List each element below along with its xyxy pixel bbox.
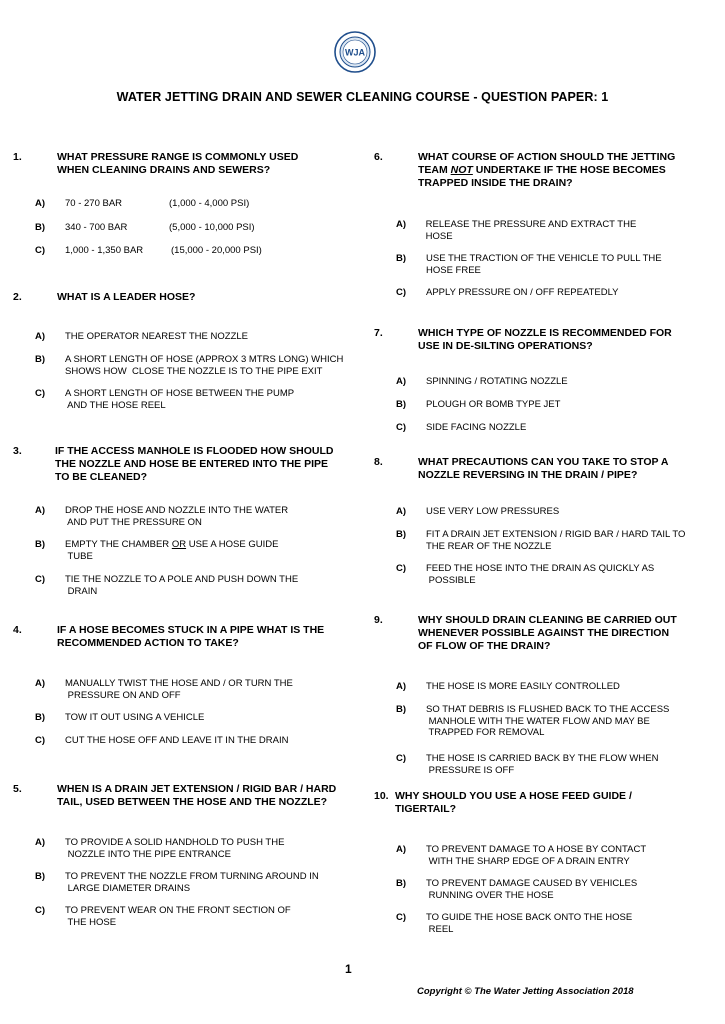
question-7 [374, 327, 714, 353]
question-text: TAIL, USED BETWEEN THE HOSE AND THE NOZZLE? [57, 796, 328, 808]
option-text: NOZZLE INTO THE PIPE ENTRANCE [65, 848, 231, 860]
option-letter: B) [396, 529, 407, 540]
question-3 [13, 445, 358, 484]
option-text: USE VERY LOW PRESSURES [426, 506, 560, 517]
option-letter: C) [35, 245, 46, 256]
copyright-notice: Copyright © The Water Jetting Association 2018 [417, 986, 634, 997]
question-number: 1. [13, 151, 22, 163]
option-letter: C) [396, 753, 407, 764]
option-letter: B) [396, 704, 407, 715]
option-text: USE THE TRACTION OF THE VEHICLE TO PULL THE [426, 253, 662, 264]
question-number: 6. [374, 151, 383, 163]
question-text: WHICH TYPE OF NOZZLE IS RECOMMENDED FOR [418, 327, 672, 339]
logo-text: WJA [345, 47, 365, 58]
question-2 [13, 291, 353, 304]
question-text: USE IN DE-SILTING OPERATIONS? [418, 340, 593, 352]
option-text: TO PROVIDE A SOLID HANDHOLD TO PUSH THE [65, 837, 285, 848]
question-text: TO BE CLEANED? [55, 471, 147, 483]
option-text: TO PREVENT WEAR ON THE FRONT SECTION OF [65, 905, 291, 916]
option-text: CUT THE HOSE OFF AND LEAVE IT IN THE DRAIN [65, 735, 289, 746]
option-text: REEL [426, 923, 454, 935]
option-psi-value: (5,000 - 10,000 PSI) [169, 222, 255, 233]
option-text: SHOWS HOW CLOSE THE NOZZLE IS TO THE PIPE EXIT [65, 365, 323, 377]
option-letter: A) [396, 506, 407, 517]
question-text: WHEN IS A DRAIN JET EXTENSION / RIGID BAR / HARD [57, 783, 337, 795]
question-number: 9. [374, 614, 383, 626]
option-text: TUBE [65, 550, 93, 562]
question-1 [13, 151, 353, 177]
question-text: TIGERTAIL? [395, 803, 457, 815]
option-text: DROP THE HOSE AND NOZZLE INTO THE WATER [65, 505, 289, 516]
question-text: THE NOZZLE AND HOSE BE ENTERED INTO THE PIPE [55, 458, 329, 470]
question-number: 3. [13, 445, 22, 457]
question-text: NOZZLE REVERSING IN THE DRAIN / PIPE? [418, 469, 638, 481]
option-text: HOSE FREE [426, 264, 481, 276]
option-text: A SHORT LENGTH OF HOSE (APPROX 3 MTRS LONG) WHICH [65, 354, 344, 365]
option-text: TO GUIDE THE HOSE BACK ONTO THE HOSE [426, 912, 633, 923]
option-text: THE REAR OF THE NOZZLE [426, 540, 552, 552]
option-text: PRESSURE IS OFF [426, 764, 515, 776]
option-letter: B) [35, 354, 46, 365]
option-text: FIT A DRAIN JET EXTENSION / RIGID BAR / HARD TAIL TO [426, 529, 686, 540]
option-text: 1,000 - 1,350 BAR [65, 245, 144, 256]
option-text: FEED THE HOSE INTO THE DRAIN AS QUICKLY AS [426, 563, 655, 574]
option-letter: C) [396, 563, 407, 574]
option-text: MANHOLE WITH THE WATER FLOW AND MAY BE [426, 715, 650, 727]
question-text: UNDERTAKE IF THE HOSE BECOMES [472, 164, 666, 176]
question-text: WHY SHOULD YOU USE A HOSE FEED GUIDE / [395, 790, 632, 802]
question-number: 10. [374, 790, 389, 802]
option-letter: B) [35, 871, 46, 882]
option-letter: C) [35, 388, 46, 399]
question-number: 4. [13, 624, 22, 636]
question-text: TRAPPED INSIDE THE DRAIN? [418, 177, 573, 189]
option-psi-value: (1,000 - 4,000 PSI) [169, 198, 250, 209]
option-text: DRAIN [65, 585, 98, 597]
option-letter: C) [396, 287, 407, 298]
option-letter: C) [35, 735, 46, 746]
question-text: OF FLOW OF THE DRAIN? [418, 640, 551, 652]
option-letter: C) [396, 912, 407, 923]
question-text: WHAT PRECAUTIONS CAN YOU TAKE TO STOP A [418, 456, 669, 468]
option-letter: C) [35, 905, 46, 916]
question-text: WHENEVER POSSIBLE AGAINST THE DIRECTION [418, 627, 670, 639]
question-8 [374, 456, 714, 482]
question-text: RECOMMENDED ACTION TO TAKE? [57, 637, 239, 649]
question-number: 2. [13, 291, 22, 303]
option-text: TIE THE NOZZLE TO A POLE AND PUSH DOWN THE [65, 574, 299, 585]
question-4 [13, 624, 358, 650]
option-letter: A) [396, 681, 407, 692]
option-text: LARGE DIAMETER DRAINS [65, 882, 191, 894]
question-text: WHAT COURSE OF ACTION SHOULD THE JETTING [418, 151, 676, 163]
option-text: TO PREVENT DAMAGE TO A HOSE BY CONTACT [426, 844, 647, 855]
option-text: TOW IT OUT USING A VEHICLE [65, 712, 205, 723]
option-letter: C) [396, 422, 407, 433]
question-1-heading [13, 151, 353, 177]
option-letter: A) [396, 376, 407, 387]
option-text: RELEASE THE PRESSURE AND EXTRACT THE [423, 219, 637, 230]
question-text: WHEN CLEANING DRAINS AND SEWERS? [57, 164, 271, 176]
option-letter: A) [35, 505, 46, 516]
option-text: APPLY PRESSURE ON / OFF REPEATEDLY [426, 287, 619, 298]
option-text: MANUALLY TWIST THE HOSE AND / OR TURN THE [65, 678, 293, 689]
option-text: THE HOSE IS CARRIED BACK BY THE FLOW WHEN [426, 753, 659, 764]
option-letter: B) [35, 222, 46, 233]
option-text: PRESSURE ON AND OFF [65, 689, 181, 701]
question-10 [374, 790, 714, 816]
option-letter: B) [396, 878, 407, 889]
page-title: WATER JETTING DRAIN AND SEWER CLEANING COURSE - QUESTION PAPER: 1 [116, 90, 609, 104]
question-6 [374, 151, 714, 190]
option-text: WITH THE SHARP EDGE OF A DRAIN ENTRY [426, 855, 630, 867]
option-letter: B) [396, 253, 407, 264]
option-text: SO THAT DEBRIS IS FLUSHED BACK TO THE ACCESS [426, 704, 670, 715]
option-psi-value: (15,000 - 20,000 PSI) [171, 245, 262, 256]
option-text: SIDE FACING NOZZLE [426, 422, 527, 433]
page-number: 1 [345, 962, 352, 976]
option-text: THE HOSE [65, 916, 117, 928]
option-text: USE A HOSE GUIDE [186, 539, 279, 550]
option-text: TO PREVENT THE NOZZLE FROM TURNING AROUND IN [65, 871, 319, 882]
question-text: WHY SHOULD DRAIN CLEANING BE CARRIED OUT [418, 614, 677, 626]
option-letter: B) [35, 712, 46, 723]
question-9 [374, 614, 714, 653]
option-letter: A) [35, 678, 46, 689]
option-letter: A) [35, 198, 46, 209]
question-text: TEAM [418, 164, 448, 176]
question-text: IF A HOSE BECOMES STUCK IN A PIPE WHAT IS THE [57, 624, 325, 636]
question-emphasis: NOT [450, 164, 473, 176]
option-text: HOSE [423, 230, 453, 242]
option-text: PLOUGH OR BOMB TYPE JET [426, 399, 561, 410]
option-text: AND THE HOSE REEL [65, 399, 166, 411]
question-number: 5. [13, 783, 22, 795]
question-text: IF THE ACCESS MANHOLE IS FLOODED HOW SHOULD [55, 445, 334, 457]
question-text: WHAT PRESSURE RANGE IS COMMONLY USED [57, 151, 299, 163]
question-5 [13, 783, 358, 809]
option-text: THE HOSE IS MORE EASILY CONTROLLED [426, 681, 620, 692]
option-letter: A) [35, 837, 46, 848]
option-text: POSSIBLE [426, 574, 476, 586]
option-letter: A) [35, 331, 46, 342]
option-text: 340 - 700 BAR [65, 222, 128, 233]
question-text: WHAT IS A LEADER HOSE? [57, 291, 196, 303]
option-letter: A) [396, 844, 407, 855]
option-text: TRAPPED FOR REMOVAL [426, 727, 545, 738]
option-letter: B) [35, 539, 46, 550]
question-number: 7. [374, 327, 383, 339]
option-text: 70 - 270 BAR [65, 198, 123, 209]
option-text: RUNNING OVER THE HOSE [426, 889, 554, 901]
option-letter: C) [35, 574, 46, 585]
option-text: EMPTY THE CHAMBER [65, 539, 170, 550]
wja-logo [333, 30, 377, 74]
question-number: 8. [374, 456, 383, 468]
option-emphasis: OR [171, 539, 187, 550]
option-text: SPINNING / ROTATING NOZZLE [426, 376, 568, 387]
option-letter: B) [396, 399, 407, 410]
option-text: THE OPERATOR NEAREST THE NOZZLE [65, 331, 248, 342]
option-text: A SHORT LENGTH OF HOSE BETWEEN THE PUMP [65, 388, 295, 399]
option-text: TO PREVENT DAMAGE CAUSED BY VEHICLES [426, 878, 638, 889]
option-letter: A) [396, 219, 407, 230]
option-text: AND PUT THE PRESSURE ON [65, 516, 202, 528]
